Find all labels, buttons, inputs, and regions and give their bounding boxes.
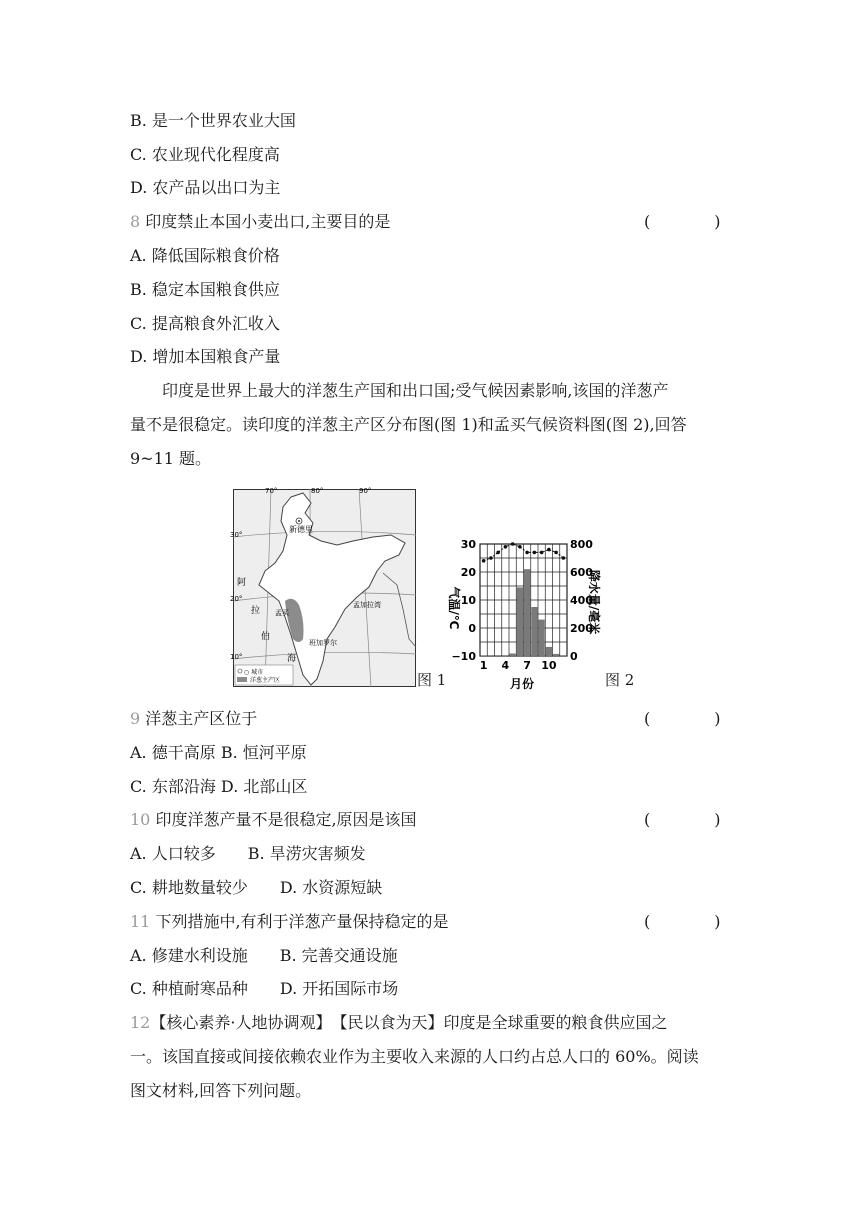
x-tick-label: 7 [523, 659, 531, 672]
q12-line-1-text: 【核心素养·人地协调观】 【民以食为天】印度是全球重要的粮食供应国之 [150, 1013, 668, 1032]
q10-number: 10 [130, 810, 151, 829]
y-label-left: 气温/℃ [447, 586, 461, 630]
q8-answer-blank: ( ) [644, 212, 721, 231]
legend-city: ○ 城市 [244, 669, 264, 676]
sea-char-3: 伯 [261, 632, 271, 642]
temp-point-month-2 [489, 556, 493, 560]
lon-label-90: 90° [359, 487, 372, 495]
temp-point-month-5 [511, 542, 515, 546]
q9-number: 9 [130, 709, 141, 728]
lon-label-80: 80° [311, 487, 324, 495]
lon-label-70: 70° [265, 487, 278, 495]
lat-label-30: 30° [230, 531, 243, 539]
y-tick-left: 0 [468, 622, 476, 635]
x-axis-label: 月份 [509, 677, 535, 691]
precip-bar-month-8 [531, 607, 537, 656]
temp-point-month-8 [533, 551, 537, 555]
y-tick-right: 600 [570, 566, 593, 579]
temp-point-month-12 [562, 556, 566, 560]
intro-line-1: 印度是世界上最大的洋葱生产国和出口国;受气候因素影响,该国的洋葱产 [162, 381, 669, 400]
x-tick-label: 10 [541, 659, 557, 672]
q9-options-line-1: A. 德干高原 B. 恒河平原 [130, 743, 307, 762]
q8-option-d: D. 增加本国粮食产量 [130, 347, 281, 366]
q8-stem [130, 212, 390, 232]
figure-2-label: 图 2 [605, 671, 635, 689]
q9-answer-blank: ( ) [644, 709, 721, 728]
temp-point-month-7 [525, 551, 529, 555]
q8-number: 8 [130, 212, 141, 231]
figure-1-label: 图 1 [417, 671, 447, 689]
precip-bar-month-5 [510, 653, 516, 656]
q7-option-b: B. 是一个世界农业大国 [130, 111, 296, 130]
q11-stem [130, 912, 449, 932]
temp-point-month-11 [554, 551, 558, 555]
temp-point-month-3 [496, 551, 500, 555]
q10-options-line-2: C. 耕地数量较少 D. 水资源短缺 [130, 878, 383, 897]
q12-number: 12 [130, 1013, 151, 1032]
q11-number: 11 [130, 912, 151, 931]
y-tick-left: −10 [451, 650, 476, 663]
q8-option-a: A. 降低国际粮食价格 [130, 246, 280, 265]
intro-line-3: 9~11 题。 [130, 449, 212, 468]
city-label-delhi: 新德里 [289, 525, 313, 534]
precip-bar-month-6 [517, 587, 523, 656]
y-tick-right: 200 [570, 622, 593, 635]
q7-option-d: D. 农产品以出口为主 [130, 178, 281, 197]
temp-point-month-9 [540, 551, 544, 555]
q11-answer-blank: ( ) [644, 912, 721, 931]
q12-line-2: 一。该国直接或间接依赖农业作为主要收入来源的人口约占总人口的 60%。阅读 [130, 1047, 699, 1066]
y-label-right: 降水量/毫米 [587, 569, 601, 635]
sea-char-2: 拉 [251, 606, 261, 616]
q9-options-line-2: C. 东部沿海 D. 北部山区 [130, 777, 308, 796]
sea-char-4: 海 [287, 654, 297, 664]
q10-options-line-1: A. 人口较多 B. 旱涝灾害频发 [130, 844, 366, 863]
q11-stem-text: 下列措施中,有利于洋葱产量保持稳定的是 [155, 912, 449, 931]
x-tick-label: 4 [501, 659, 510, 672]
q12-line-3: 图文材料,回答下列问题。 [130, 1081, 312, 1100]
q7-option-c: C. 农业现代化程度高 [130, 145, 280, 164]
lat-label-20: 20° [230, 595, 243, 603]
q10-stem [130, 810, 417, 830]
y-tick-left: 10 [460, 594, 476, 607]
temp-point-month-1 [482, 559, 486, 563]
q8-option-b: B. 稳定本国粮食供应 [130, 280, 280, 299]
precip-bar-month-12 [560, 655, 566, 656]
precip-bar-month-10 [546, 647, 552, 656]
q8-stem-text: 印度禁止本国小麦出口,主要目的是 [145, 212, 391, 231]
y-tick-right: 800 [570, 538, 593, 551]
lat-label-10: 10° [230, 653, 243, 661]
y-tick-right: 0 [570, 650, 578, 663]
precip-bar-month-11 [553, 654, 559, 656]
q9-stem [130, 709, 257, 729]
city-label-bangalore: 班加罗尔 [309, 639, 337, 647]
q9-stem-text: 洋葱主产区位于 [145, 709, 258, 728]
city-label-mumbai: 孟买 [275, 609, 289, 617]
intro-line-2: 量不是很稳定。读印度的洋葱主产区分布图(图 1)和孟买气候资料图(图 2),回答 [130, 415, 687, 434]
temp-point-month-4 [504, 545, 508, 549]
sea-char-1: 阿 [237, 578, 247, 588]
precip-bar-month-7 [524, 569, 530, 656]
q12-line-1 [130, 1013, 667, 1033]
q8-option-c: C. 提高粮食外汇收入 [130, 314, 280, 333]
precip-bar-month-9 [539, 620, 545, 656]
q10-answer-blank: ( ) [644, 810, 721, 829]
temp-point-month-6 [518, 545, 522, 549]
y-tick-right: 400 [570, 594, 593, 607]
x-tick-label: 1 [479, 659, 488, 672]
y-tick-left: 30 [460, 538, 476, 551]
q11-options-line-2: C. 种植耐寒品种 D. 开拓国际市场 [130, 979, 399, 998]
legend-onion-area: 洋葱主产区 [250, 677, 281, 684]
q10-stem-text: 印度洋葱产量不是很稳定,原因是该国 [155, 810, 417, 829]
q11-options-line-1: A. 修建水利设施 B. 完善交通设施 [130, 946, 398, 965]
y-tick-left: 20 [460, 566, 476, 579]
temp-point-month-10 [547, 548, 551, 552]
bay-bengal-label: 孟加拉湾 [353, 601, 381, 609]
india-onion-map [230, 487, 416, 687]
mumbai-climate-chart [430, 532, 610, 692]
